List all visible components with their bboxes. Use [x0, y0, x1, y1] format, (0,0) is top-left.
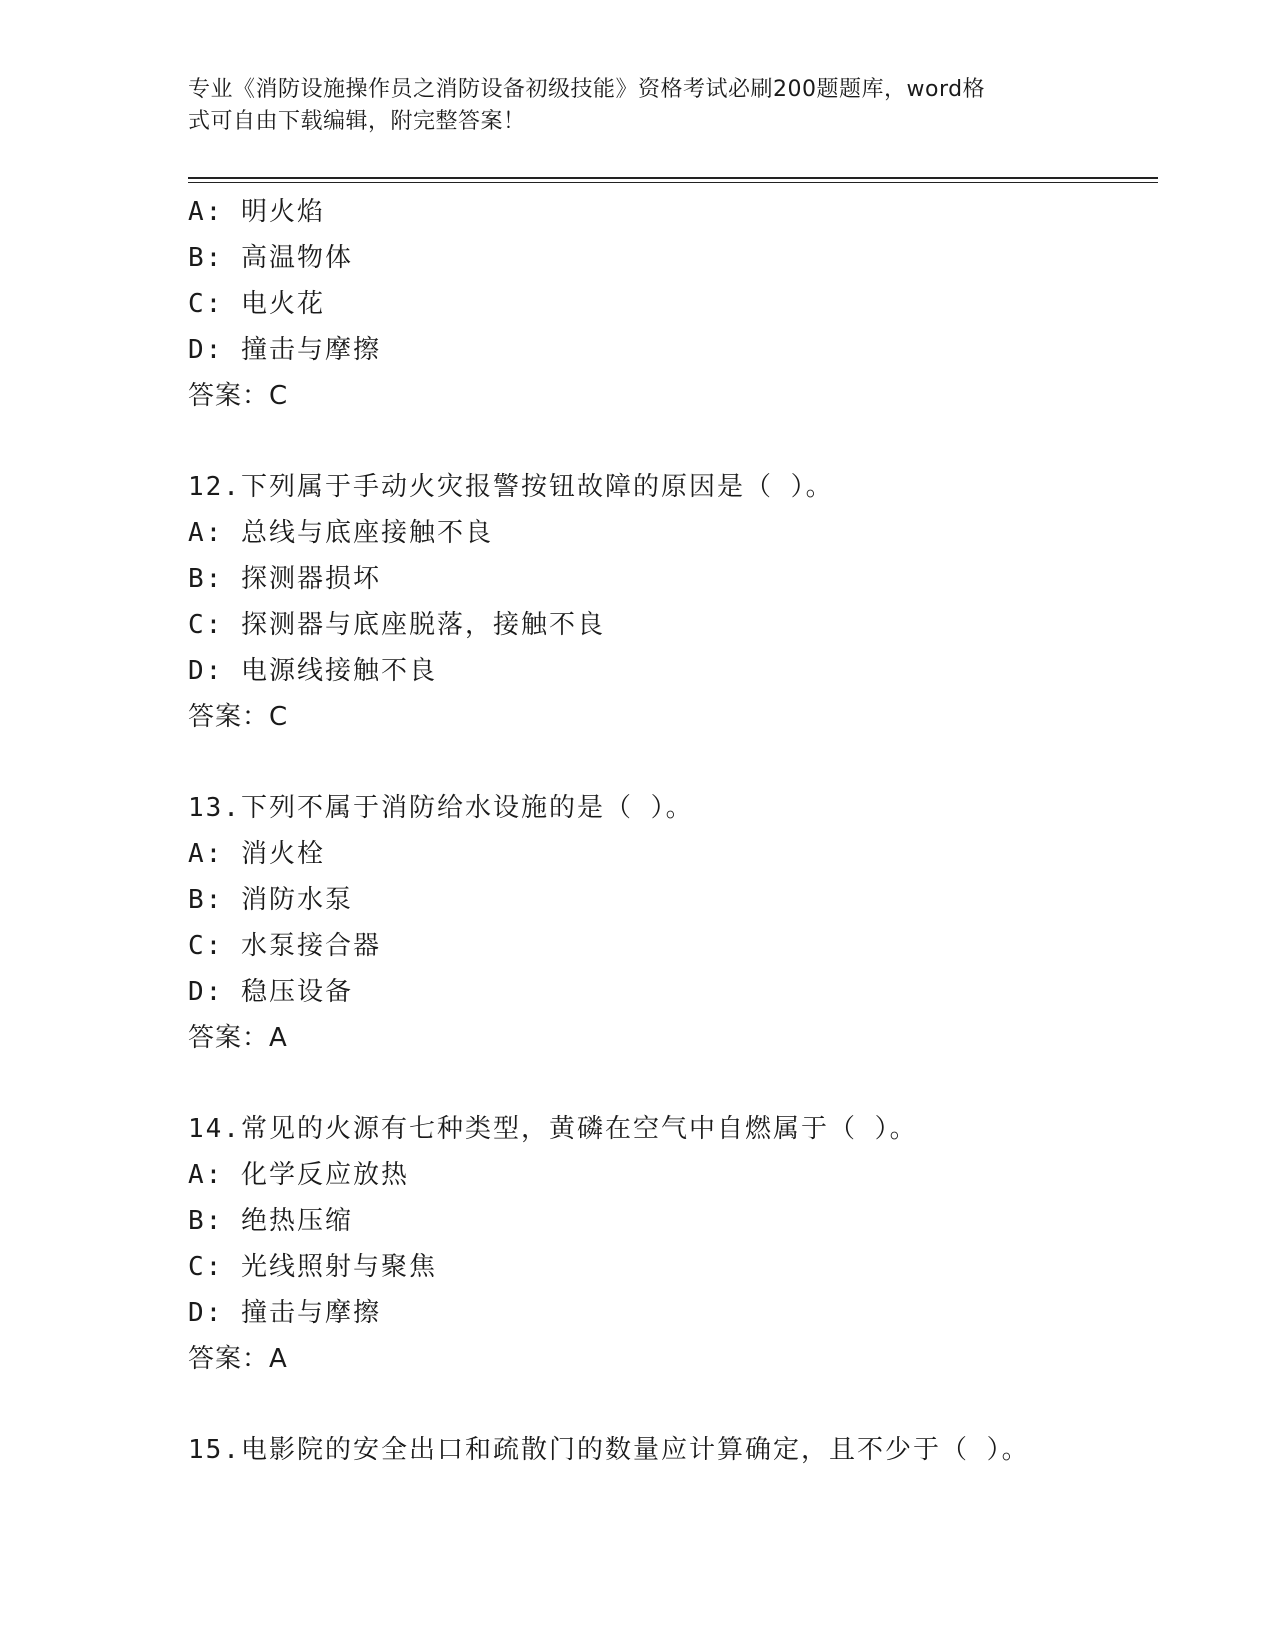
option-a: A: 明火焰	[188, 197, 325, 227]
answer: 答案：A	[188, 1344, 288, 1374]
answer: 答案：C	[188, 381, 289, 411]
option-d: D: 撞击与摩擦	[188, 335, 381, 365]
document-header	[188, 74, 1088, 138]
question-text: 12.下列属于手动火灾报警按钮故障的原因是（ ）。	[188, 472, 834, 502]
question-block-13	[188, 785, 1188, 1061]
option-c: C: 水泵接合器	[188, 931, 381, 961]
question-text: 13.下列不属于消防给水设施的是（ ）。	[188, 793, 694, 823]
answer: 答案：C	[188, 702, 289, 732]
option-a: A: 化学反应放热	[188, 1160, 409, 1190]
option-d: D: 电源线接触不良	[188, 656, 437, 686]
answer: 答案：A	[188, 1023, 288, 1053]
option-d: D: 撞击与摩擦	[188, 1298, 381, 1328]
option-b: B: 消防水泵	[188, 885, 353, 915]
question-text: 14.常见的火源有七种类型，黄磷在空气中自燃属于（ ）。	[188, 1114, 918, 1144]
question-list	[188, 189, 1188, 1473]
option-b: B: 高温物体	[188, 243, 353, 273]
option-a: A: 消火栓	[188, 839, 325, 869]
header-divider-thin	[188, 182, 1158, 183]
option-a: A: 总线与底座接触不良	[188, 518, 493, 548]
header-line-2: 式可自由下载编辑，附完整答案！	[188, 109, 526, 134]
header-line-1: 专业《消防设施操作员之消防设备初级技能》资格考试必刷200题题库，word格	[188, 77, 986, 102]
option-c: C: 电火花	[188, 289, 325, 319]
question-block-11	[188, 189, 1188, 419]
option-b: B: 绝热压缩	[188, 1206, 353, 1236]
question-text: 15.电影院的安全出口和疏散门的数量应计算确定，且不少于（ ）。	[188, 1435, 1030, 1465]
question-block-14	[188, 1106, 1188, 1382]
option-c: C: 探测器与底座脱落，接触不良	[188, 610, 605, 640]
option-b: B: 探测器损坏	[188, 564, 381, 594]
option-c: C: 光线照射与聚焦	[188, 1252, 437, 1282]
question-block-12	[188, 464, 1188, 740]
question-block-15	[188, 1427, 1188, 1473]
option-d: D: 稳压设备	[188, 977, 353, 1007]
header-divider-thick	[188, 177, 1158, 179]
